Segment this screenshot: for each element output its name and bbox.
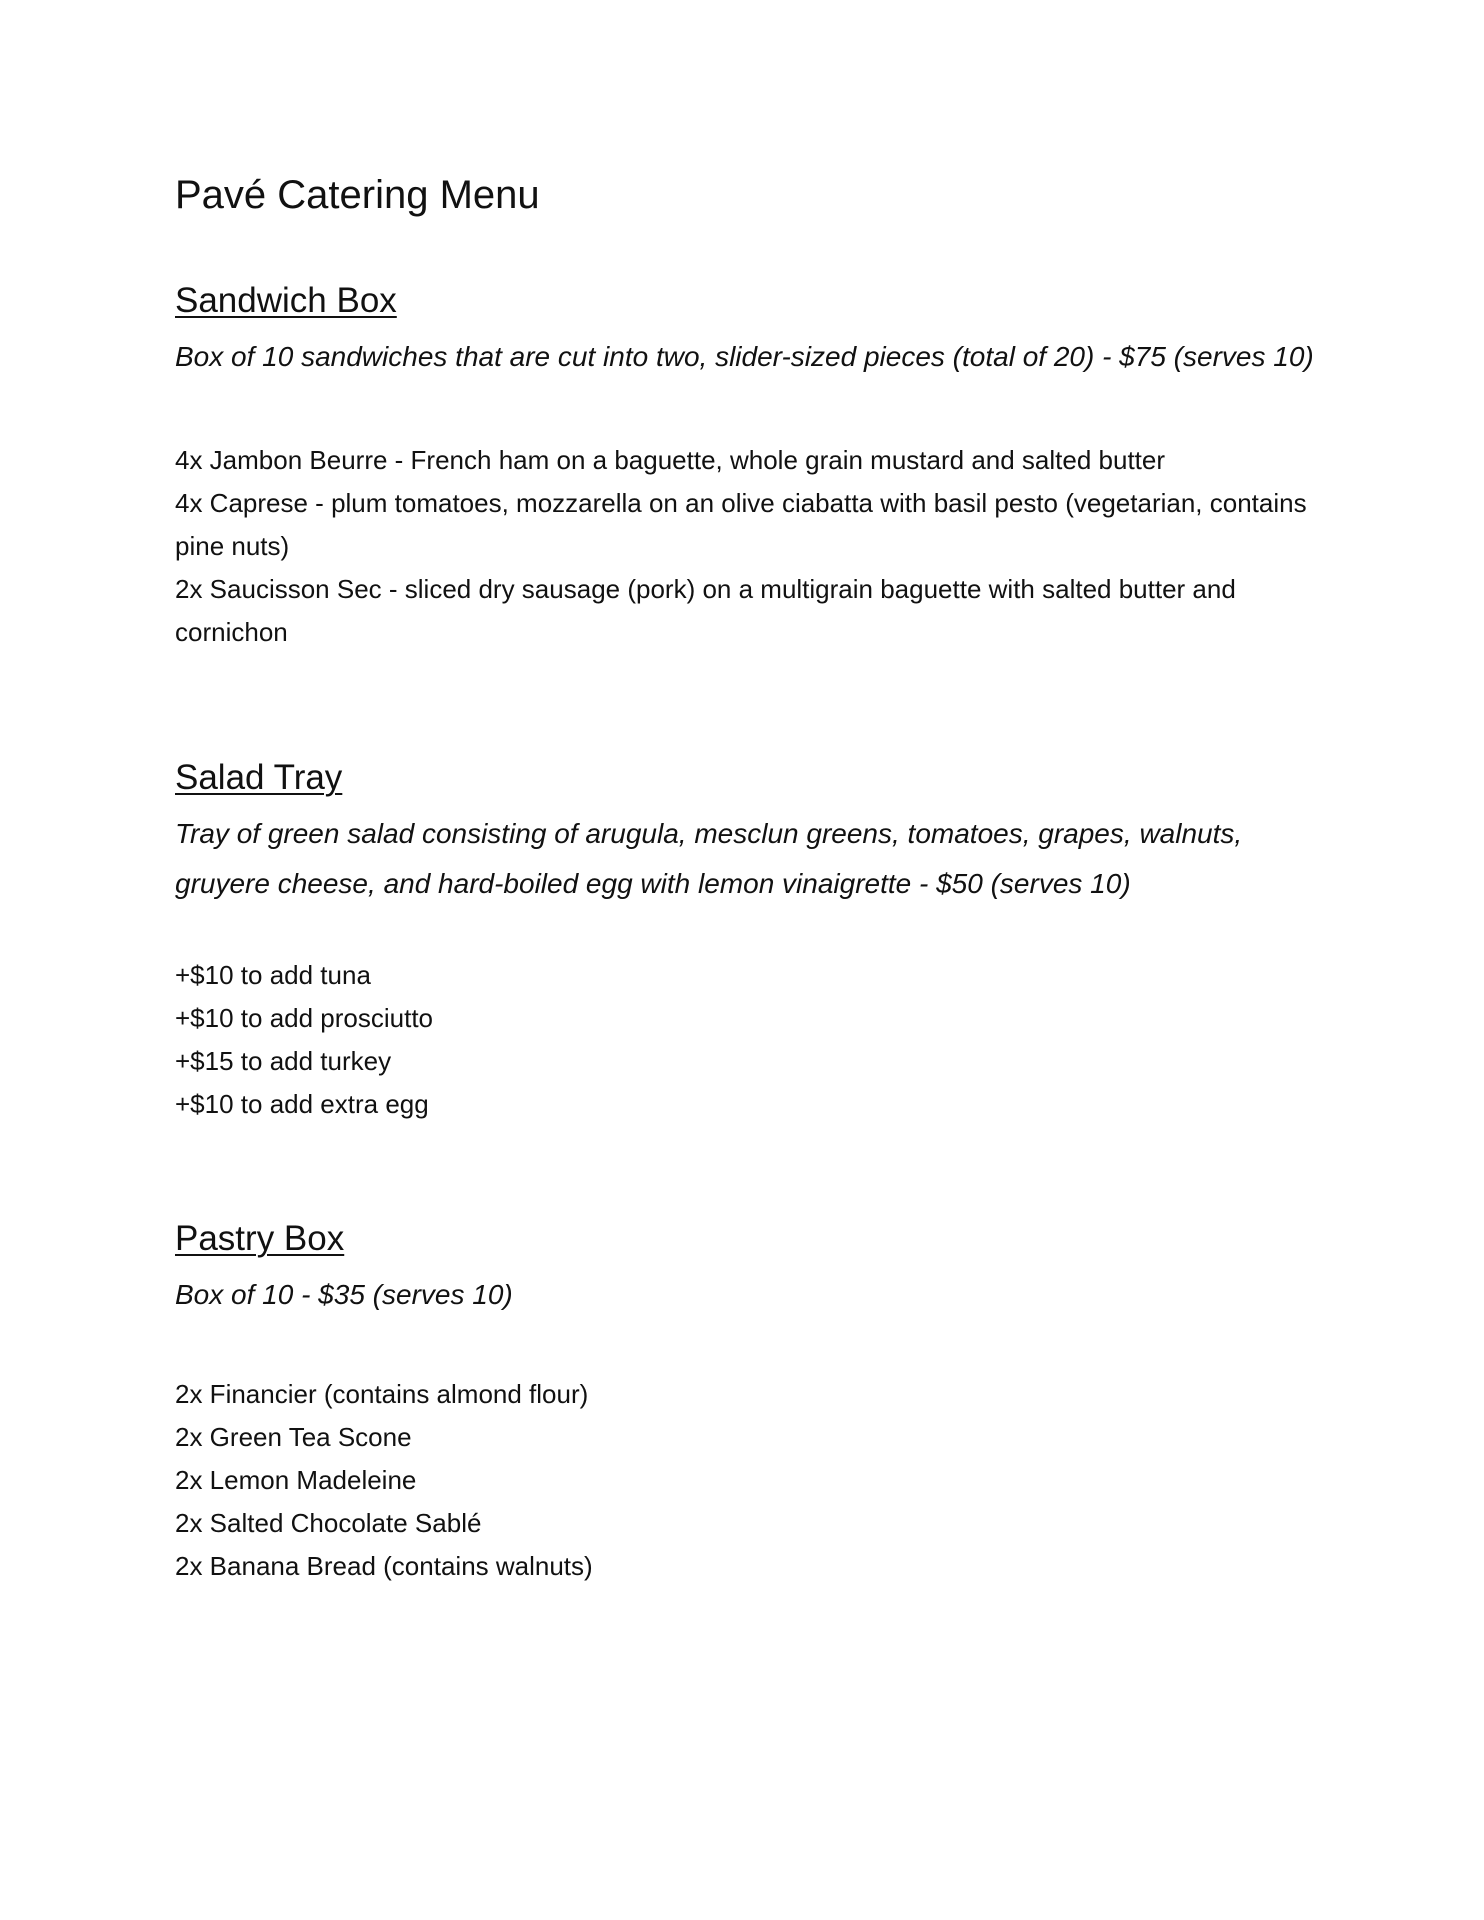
list-item: +$10 to add prosciutto — [175, 1003, 434, 1033]
page-title: Pavé Catering Menu — [175, 173, 540, 217]
section-heading: Pastry Box — [175, 1219, 345, 1258]
item-list — [175, 439, 1325, 654]
section-description: Box of 10 sandwiches that are cut into two, slider-sized pieces (total of 20) - $75 (serves 10) — [175, 341, 1314, 372]
section-sandwich-box — [175, 276, 1325, 654]
section-heading: Sandwich Box — [175, 281, 397, 320]
list-item: 4x Caprese - plum tomatoes, mozzarella on an olive ciabatta with basil pesto (vegetarian, contains pine nuts) — [175, 488, 1307, 561]
section-heading: Salad Tray — [175, 758, 343, 797]
list-item: 2x Saucisson Sec - sliced dry sausage (pork) on a multigrain baguette with salted butter and cornichon — [175, 574, 1236, 647]
list-item: 2x Banana Bread (contains walnuts) — [175, 1551, 593, 1581]
list-item: 2x Green Tea Scone — [175, 1422, 412, 1452]
list-item: 2x Financier (contains almond flour) — [175, 1379, 589, 1409]
add-on-list — [175, 954, 1325, 1126]
list-item: +$10 to add extra egg — [175, 1089, 429, 1119]
section-pastry-box — [175, 1214, 1325, 1588]
list-item: 2x Salted Chocolate Sablé — [175, 1508, 482, 1538]
section-description: Box of 10 - $35 (serves 10) — [175, 1279, 513, 1310]
list-item: +$15 to add turkey — [175, 1046, 392, 1076]
section-salad-tray — [175, 753, 1325, 1126]
list-item: 2x Lemon Madeleine — [175, 1465, 417, 1495]
item-list — [175, 1373, 1325, 1588]
section-description: Tray of green salad consisting of arugula, mesclun greens, tomatoes, grapes, walnuts, gruyere cheese, and hard-boiled egg with lemon vinaigrette - $50 (serves 10) — [175, 818, 1243, 899]
list-item: +$10 to add tuna — [175, 960, 371, 990]
list-item: 4x Jambon Beurre - French ham on a baguette, whole grain mustard and salted butter — [175, 445, 1166, 475]
